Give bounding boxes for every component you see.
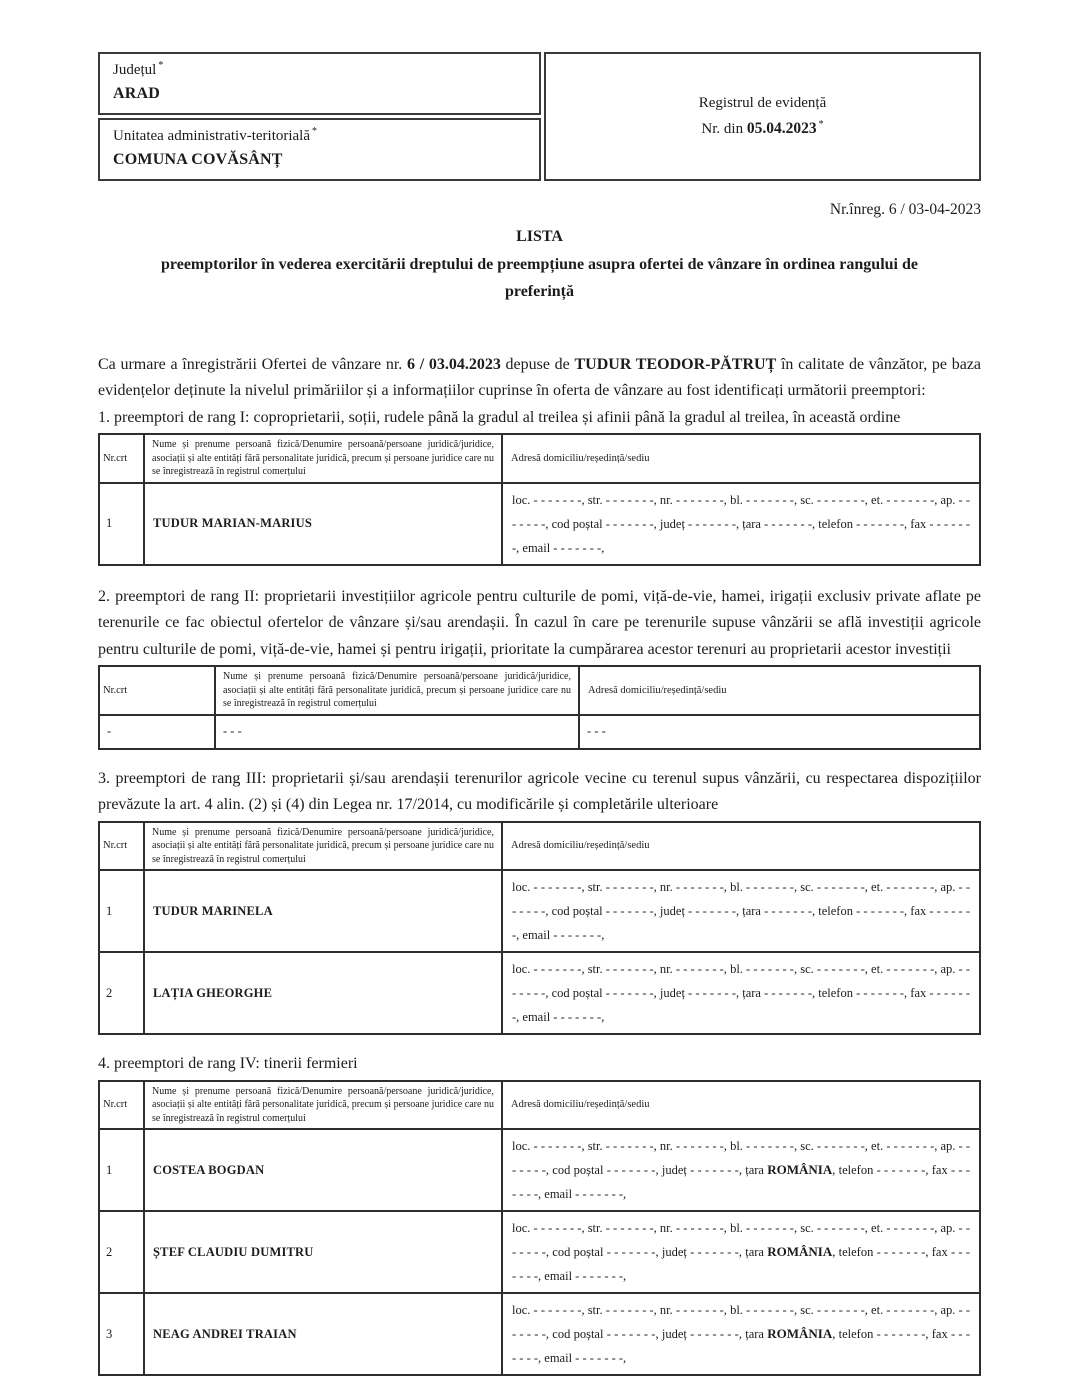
rang2-table — [98, 665, 981, 750]
table-row — [99, 1211, 980, 1293]
uat-label-text: Unitatea administrativ-teritorială — [113, 128, 311, 144]
header-section — [98, 52, 981, 181]
col-header-name: Nume și prenume persoană fizică/Denumire persoană/persoane juridică/juridice, asociații și alte entități fără personalitate juridică, precum și persoane juridice care nu se înregistrează în registrul comerțului — [144, 822, 502, 871]
preemptor-address — [502, 1211, 980, 1293]
address-text-after: , telefon - - - - - - -, fax - - - - - - -, email - - - - - - -, — [512, 1327, 970, 1365]
title-subtitle-line2: preferință — [504, 283, 574, 300]
address-text: loc. - - - - - - -, str. - - - - - - -, nr. - - - - - - -, bl. - - - - - - -, sc. - - - - - - -, et. - - - - - - -, ap. - - - - - - -, cod poștal - - - - - - -, județ - - - - - - -, țara - - - - - - -, telefon - - - - - - -, fax - - - - - - -, email - - - - - - -, — [512, 880, 970, 942]
uat-box — [98, 118, 541, 181]
uat-asterisk: * — [312, 126, 318, 137]
preemptor-address: - - - — [579, 715, 980, 749]
row-number: 1 — [99, 870, 144, 952]
address-text: loc. - - - - - - -, str. - - - - - - -, nr. - - - - - - -, bl. - - - - - - -, sc. - - - - - - -, et. - - - - - - -, ap. - - - - - - -, cod poștal - - - - - - -, județ - - - - - - -, țara — [512, 1221, 970, 1259]
rang1-table — [98, 433, 981, 566]
preemptor-name: - - - — [215, 715, 579, 749]
intro-paragraph — [98, 352, 981, 405]
address-country: ROMÂNIA — [767, 1162, 833, 1177]
table-row — [99, 952, 980, 1034]
preemptor-address — [502, 870, 980, 952]
seller-name: TUDUR TEODOR-PĂTRUȚ — [574, 355, 777, 373]
address-country: ROMÂNIA — [767, 1244, 833, 1259]
rang3-header-row — [99, 822, 980, 871]
preemptor-name: TUDUR MARINELA — [144, 870, 502, 952]
registration-number-line: Nr.înreg. 6 / 03-04-2023 — [829, 201, 981, 218]
col-header-nr: Nr.crt — [99, 666, 215, 715]
table-row — [99, 483, 980, 565]
title-main: LISTA — [516, 228, 563, 245]
preemptor-address — [502, 1293, 980, 1375]
intro-seg3: depuse de — [500, 355, 575, 373]
county-asterisk: * — [158, 60, 164, 71]
address-country: ROMÂNIA — [767, 1326, 833, 1341]
address-text: loc. - - - - - - -, str. - - - - - - -, nr. - - - - - - -, bl. - - - - - - -, sc. - - - - - - -, et. - - - - - - -, ap. - - - - - - -, cod poștal - - - - - - -, județ - - - - - - -, țara - - - - - - -, telefon - - - - - - -, fax - - - - - - -, email - - - - - - -, — [512, 492, 970, 555]
title-block — [98, 223, 981, 306]
preemptor-name: ȘTEF CLAUDIU DUMITRU — [144, 1211, 502, 1293]
table-row — [99, 1293, 980, 1375]
preemptor-address — [502, 483, 980, 565]
intro-seg5: în calitate de vânzător, pe baza evidențelor deținute la nivelul primăriilor și a informațiilor cuprinse în oferta de vânzare au fost identificați următorii preemptori: — [98, 355, 982, 399]
col-header-name: Nume și prenume persoană fizică/Denumire persoană/persoane juridică/juridice, asociații și alte entități fără personalitate juridică, precum și persoane juridice care nu se înregistrează în registrul comerțului — [215, 666, 579, 715]
registry-box — [544, 52, 981, 181]
row-number: 3 — [99, 1293, 144, 1375]
col-header-address: Adresă domiciliu/reședință/sediu — [502, 434, 980, 483]
row-number: 1 — [99, 483, 144, 565]
table-row — [99, 715, 980, 749]
col-header-name: Nume și prenume persoană fizică/Denumire persoană/persoane juridică/juridice, asociații și alte entități fără personalitate juridică, precum și persoane juridice care nu se înregistrează în registrul comerțului — [144, 434, 502, 483]
row-number: - — [99, 715, 215, 749]
col-header-name: Nume și prenume persoană fizică/Denumire persoană/persoane juridică/juridice, asociații și alte entități fără personalitate juridică, precum și persoane juridice care nu se înregistrează în registrul comerțului — [144, 1081, 502, 1130]
rang1-intro: 1. preemptori de rang I: coproprietarii, soții, rudele până la gradul al treilea și afinii până la gradul al treilea, în această ordine — [98, 408, 901, 426]
row-number: 2 — [99, 952, 144, 1034]
county-label-text: Județul — [113, 62, 157, 78]
address-text: loc. - - - - - - -, str. - - - - - - -, nr. - - - - - - -, bl. - - - - - - -, sc. - - - - - - -, et. - - - - - - -, ap. - - - - - - -, cod poștal - - - - - - -, județ - - - - - - -, țara - - - - - - -, telefon - - - - - - -, fax - - - - - - -, email - - - - - - -, — [512, 962, 970, 1024]
registry-asterisk: * — [818, 119, 824, 130]
rang1-header-row — [99, 434, 980, 483]
table-row — [99, 870, 980, 952]
county-value: ARAD — [113, 85, 161, 102]
address-text-after: , telefon - - - - - - -, fax - - - - - - -, email - - - - - - -, — [512, 1245, 970, 1283]
preemptor-name: COSTEA BOGDAN — [144, 1129, 502, 1211]
row-number: 2 — [99, 1211, 144, 1293]
preemptor-address — [502, 952, 980, 1034]
offer-number: 6 / 03.04.2023 — [407, 355, 501, 373]
county-label — [113, 59, 526, 81]
preemptor-name: NEAG ANDREI TRAIAN — [144, 1293, 502, 1375]
registry-number-line — [701, 116, 823, 142]
col-header-nr: Nr.crt — [99, 822, 144, 871]
col-header-address: Adresă domiciliu/reședință/sediu — [502, 1081, 980, 1130]
uat-value: COMUNA COVĂSÂNȚ — [113, 151, 283, 168]
rang4-table — [98, 1080, 981, 1377]
registry-nr-prefix: Nr. din — [701, 121, 747, 137]
table-row — [99, 1129, 980, 1211]
col-header-nr: Nr.crt — [99, 434, 144, 483]
col-header-address: Adresă domiciliu/reședință/sediu — [502, 822, 980, 871]
address-text: loc. - - - - - - -, str. - - - - - - -, nr. - - - - - - -, bl. - - - - - - -, sc. - - - - - - -, et. - - - - - - -, ap. - - - - - - -, cod poștal - - - - - - -, județ - - - - - - -, țara — [512, 1303, 970, 1341]
col-header-address: Adresă domiciliu/reședință/sediu — [579, 666, 980, 715]
rang2-intro: 2. preemptori de rang II: proprietarii investițiilor agricole pentru culturile de pomi, viță-de-vie, hamei, irigații exclusiv private aflate pe terenurile ce fac obiectul ofertelor de vânzare și/sau arendașii. În cazul în care pe terenurile supuse vânzării se află investiții agricole pentru culturile de pomi, viță-de-vie, hamei și pentru irigații, prioritate la cumpărarea acestor terenuri au proprietarii acestor investiții — [98, 587, 981, 658]
header-left-column — [98, 52, 541, 181]
rang4-intro: 4. preemptori de rang IV: tinerii fermieri — [98, 1055, 358, 1072]
uat-label — [113, 125, 526, 147]
registry-title: Registrul de evidență — [698, 95, 827, 111]
preemptor-name: LAȚIA GHEORGHE — [144, 952, 502, 1034]
rang2-header-row — [99, 666, 980, 715]
address-text-after: , telefon - - - - - - -, fax - - - - - - -, email - - - - - - -, — [512, 1163, 970, 1201]
registry-date: 05.04.2023 — [746, 120, 817, 137]
intro-seg1: Ca urmare a înregistrării Ofertei de vânzare nr. — [98, 355, 407, 373]
preemptor-name: TUDUR MARIAN-MARIUS — [144, 483, 502, 565]
rang3-table — [98, 821, 981, 1036]
rang4-header-row — [99, 1081, 980, 1130]
row-number: 1 — [99, 1129, 144, 1211]
preemptor-address — [502, 1129, 980, 1211]
rang3-intro: 3. preemptori de rang III: proprietarii și/sau arendașii terenurilor agricole vecine cu terenul supus vânzării, cu respectarea dispozițiilor prevăzute la art. 4 alin. (2) și (4) din Legea nr. 17/2014, cu modificările și completările ulterioare — [98, 769, 981, 813]
county-box — [98, 52, 541, 115]
col-header-nr: Nr.crt — [99, 1081, 144, 1130]
title-subtitle-line1: preemptorilor în vederea exercitării dreptului de preempțiune asupra ofertei de vânzare în ordinea rangului de — [161, 255, 918, 273]
address-text: loc. - - - - - - -, str. - - - - - - -, nr. - - - - - - -, bl. - - - - - - -, sc. - - - - - - -, et. - - - - - - -, ap. - - - - - - -, cod poștal - - - - - - -, județ - - - - - - -, țara — [512, 1139, 970, 1177]
